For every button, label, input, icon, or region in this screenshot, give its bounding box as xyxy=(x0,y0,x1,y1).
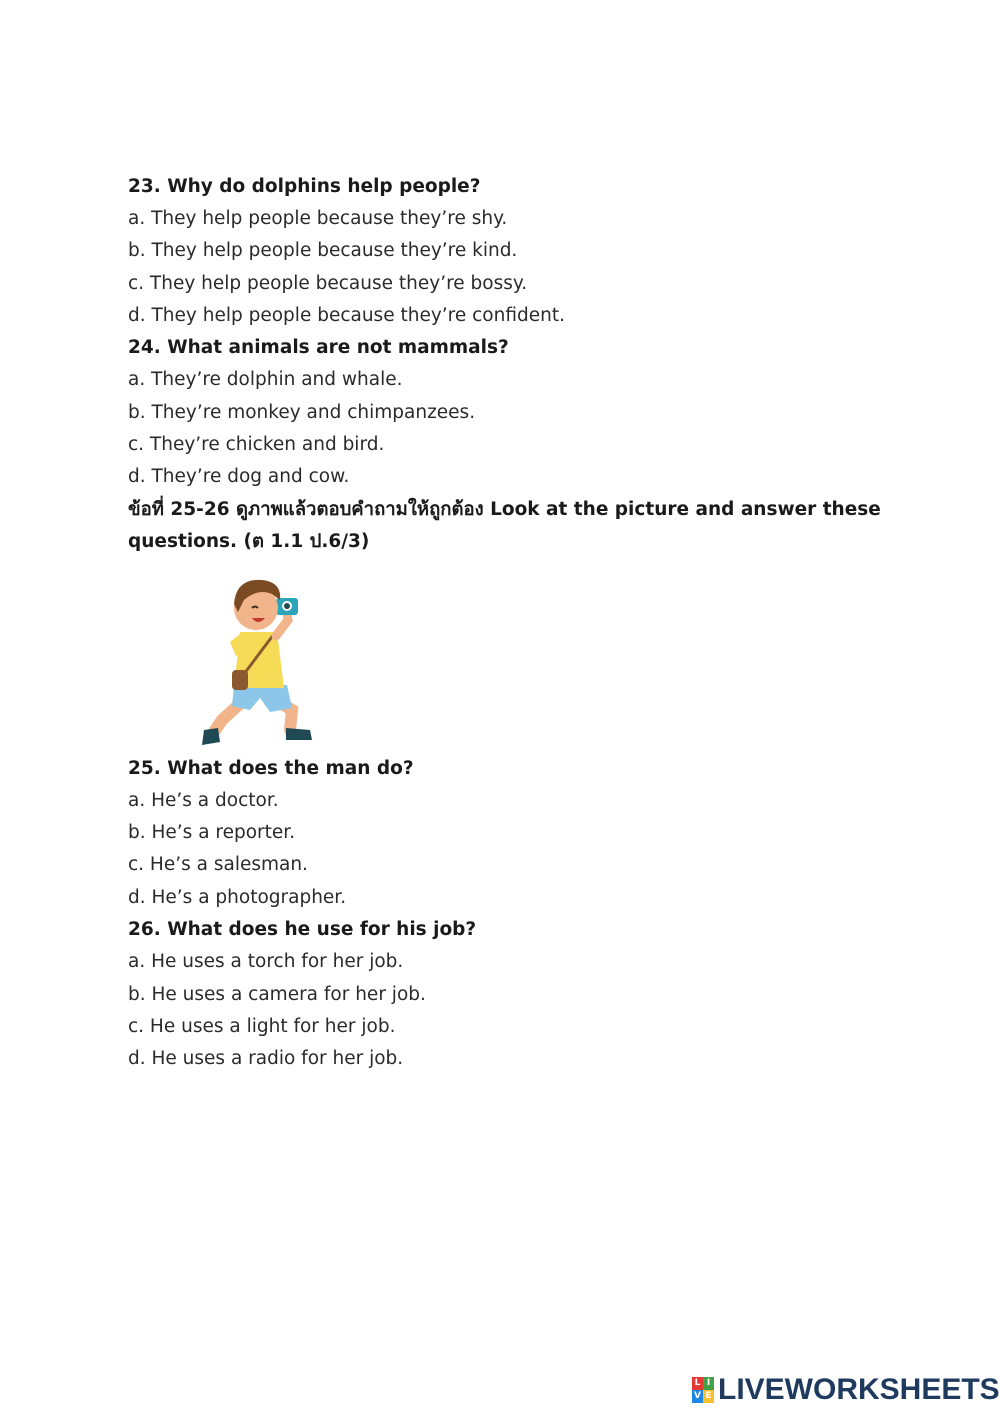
question-26-option-a: a. He uses a torch for her job. xyxy=(128,951,404,972)
question-25-option-a: a. He’s a doctor. xyxy=(128,790,279,811)
liveworksheets-logo-icon xyxy=(692,1377,714,1403)
question-25-option-d: d. He’s a photographer. xyxy=(128,887,347,908)
question-23-option-b: b. They help people because they’re kind. xyxy=(128,240,518,261)
instruction-line-2: questions. (ต 1.1 ป.6/3) xyxy=(128,531,370,552)
question-24-option-a: a. They’re dolphin and whale. xyxy=(128,369,403,390)
instruction-line-1: ข้อที่ 25-26 ดูภาพแล้วตอบคำถามให้ถูกต้อง Look at the picture and answer these xyxy=(128,499,881,520)
liveworksheets-brand xyxy=(692,1374,1000,1406)
question-25-title: 25. What does the man do? xyxy=(128,758,414,779)
photographer-illustration xyxy=(192,570,322,750)
logo-letter: L xyxy=(692,1377,703,1390)
question-23-title: 23. Why do dolphins help people? xyxy=(128,176,481,197)
question-24-option-b: b. They’re monkey and chimpanzees. xyxy=(128,402,476,423)
logo-letter: I xyxy=(703,1377,714,1390)
question-23-option-c: c. They help people because they’re bossy. xyxy=(128,273,528,294)
question-26-option-d: d. He uses a radio for her job. xyxy=(128,1048,404,1069)
logo-letter: E xyxy=(703,1390,714,1403)
question-25-option-c: c. He’s a salesman. xyxy=(128,854,308,875)
question-23-option-d: d. They help people because they’re confident. xyxy=(128,305,565,326)
question-26-title: 26. What does he use for his job? xyxy=(128,919,477,940)
logo-letter: V xyxy=(692,1390,703,1403)
question-23-option-a: a. They help people because they’re shy. xyxy=(128,208,508,229)
question-24-option-c: c. They’re chicken and bird. xyxy=(128,434,385,455)
question-24-option-d: d. They’re dog and cow. xyxy=(128,466,350,487)
question-26-option-b: b. He uses a camera for her job. xyxy=(128,984,426,1005)
question-25-option-b: b. He’s a reporter. xyxy=(128,822,296,843)
question-24-title: 24. What animals are not mammals? xyxy=(128,337,509,358)
question-26-option-c: c. He uses a light for her job. xyxy=(128,1016,396,1037)
liveworksheets-wordmark: LIVEWORKSHEETS xyxy=(718,1373,1000,1406)
